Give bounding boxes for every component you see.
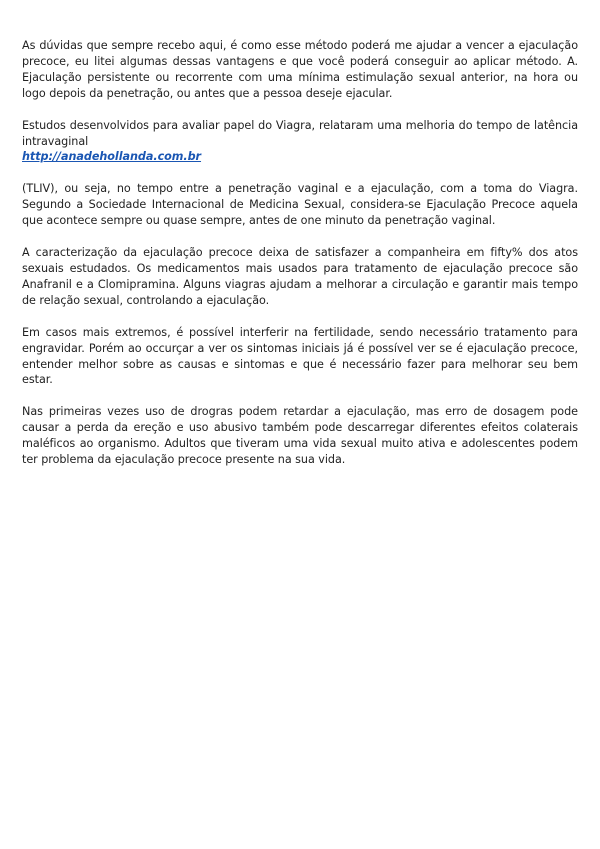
document-body [22,38,578,484]
source-link[interactable]: http://anadehollanda.com.br [22,150,202,164]
paragraph-viagra-studies-text: Estudos desenvolvidos para avaliar papel do Viagra, relataram uma melhoria do tempo de latência intravaginal [22,118,578,148]
paragraph-drugs: Nas primeiras vezes uso de drogras podem retardar a ejaculação, mas erro de dosagem pode causar a perda da ereção e uso abusivo também pode descarregar diferentes efeitos colaterais maléficos ao organismo. Adultos que tiveram uma vida sexual muito ativa e adolescentes podem ter problema da ejaculação precoce presente na sua vida. [22,405,578,467]
paragraph-characterization: A caracterização da ejaculação precoce deixa de satisfazer a companheira em fifty% dos atos sexuais estudados. Os medicamentos mais usados para tratamento de ejaculação precoce são Anafranil e a Clomipramina. Alguns viagras ajudam a melhorar a circulação e garantir mais tempo de relação sexual, controlando a ejaculação. [22,246,578,307]
paragraph-viagra-studies [22,118,578,166]
paragraph-tliv: (TLIV), ou seja, no tempo entre a penetração vaginal e a ejaculação, com a toma do Viagra. Segundo a Sociedade Internacional de Medicina Sexual, considera-se Ejaculação Precoce aquela que acontece sempre ou quase sempre, antes de one minuto da penetração vaginal. [22,182,578,228]
paragraph-intro: As dúvidas que sempre recebo aqui, é como esse método poderá me ajudar a vencer a ejaculação precoce, eu litei algumas dessas vantagens e que você poderá conseguir ao aplicar método. A. Ejaculação persistente ou recorrente com uma mínima estimulação sexual anterior, na hora ou logo depois da penetração, ou antes que a pessoa deseje ejacular. [22,39,578,100]
paragraph-extreme-cases: Em casos mais extremos, é possível interferir na fertilidade, sendo necessário tratamento para engravidar. Porém ao occurçar a ver os sintomas iniciais já é possível ver se é ejaculação precoce, entender melhor sobre as causas e sintomas e que é necessário fazer para melhorar seu bem estar. [22,325,578,387]
